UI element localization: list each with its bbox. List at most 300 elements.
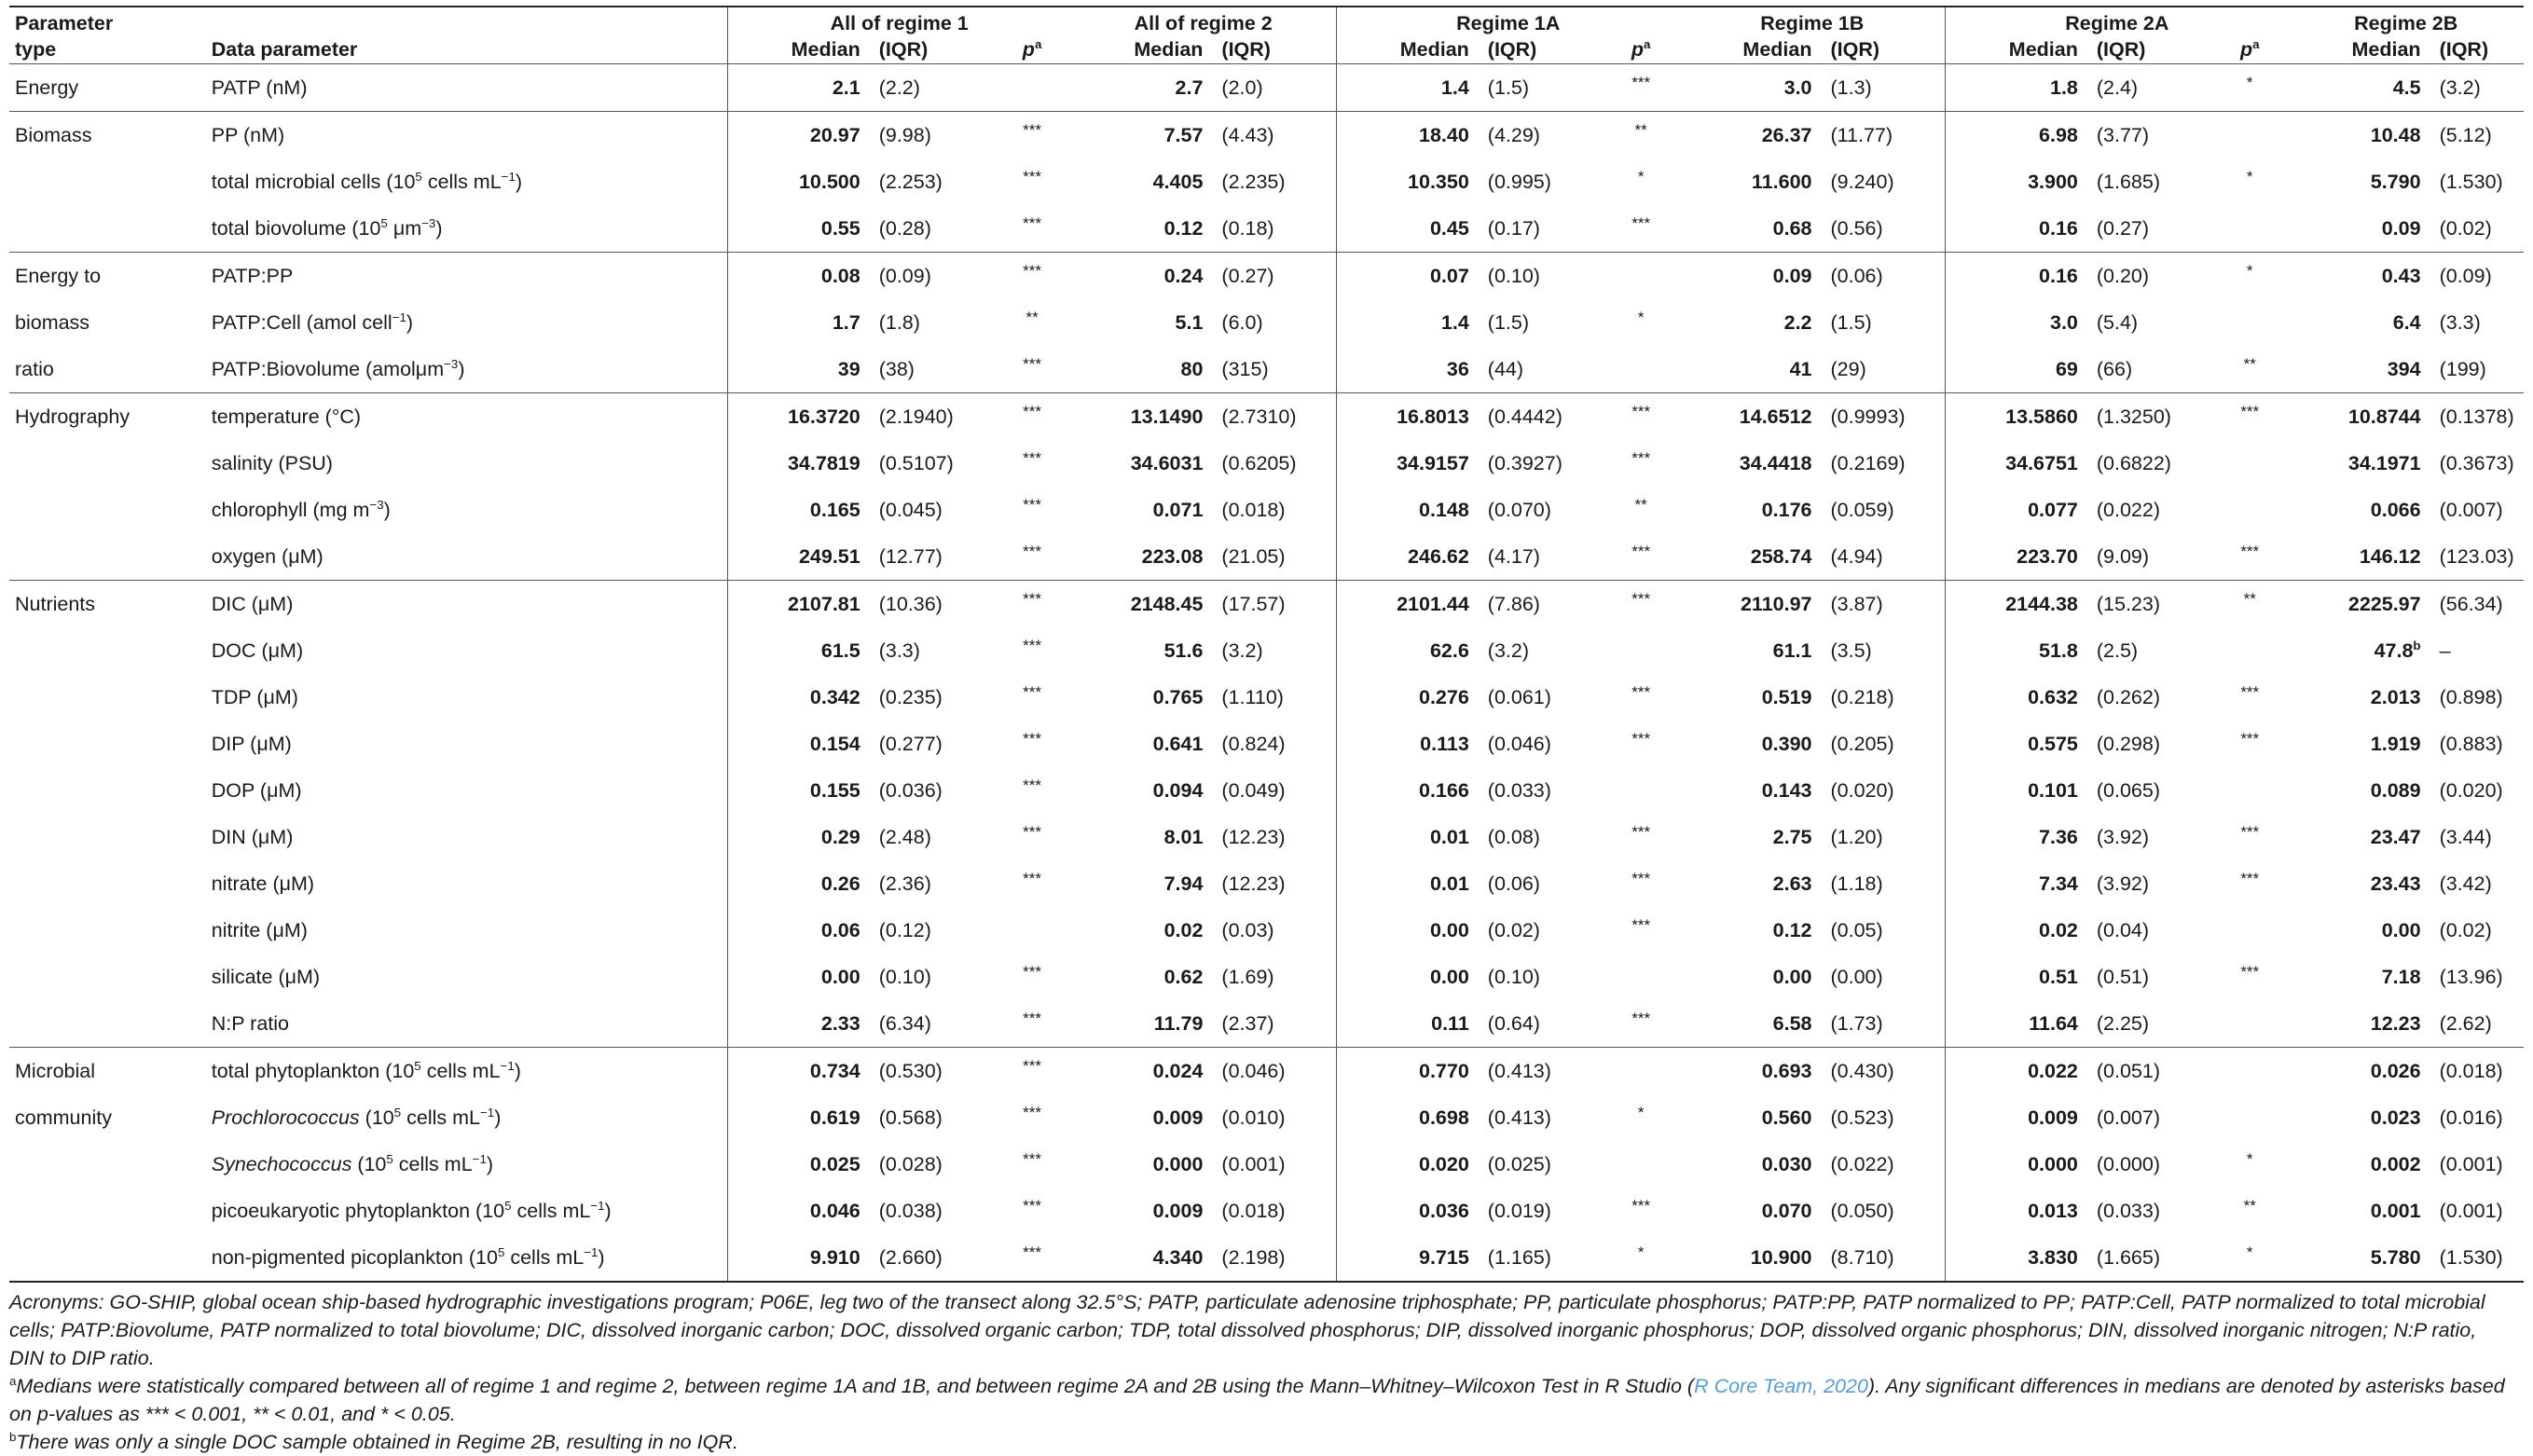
significance-cell: ***: [994, 581, 1070, 628]
median-cell: 0.09: [1679, 253, 1817, 300]
significance-cell: *: [1637, 168, 1645, 185]
median-cell: 11.79: [1153, 1011, 1204, 1035]
median-cell: 23.43: [2370, 872, 2421, 895]
iqr-cell: (0.016): [2439, 1106, 2503, 1129]
data-param-cell: silicate (μM): [211, 965, 321, 988]
iqr-cell: (0.001): [1221, 1152, 1286, 1175]
median-cell: 0.16: [1946, 205, 2084, 253]
iqr-cell: (1.110): [1221, 685, 1284, 708]
significance-cell: [994, 64, 1070, 112]
col-header-median: Median: [1679, 35, 1817, 64]
significance-cell: ***: [2240, 730, 2260, 748]
median-cell: 0.693: [1679, 1048, 1817, 1095]
median-cell: 6.98: [1946, 112, 2084, 159]
iqr-cell: (0.02): [2439, 216, 2492, 240]
iqr-cell: (29): [1830, 357, 1866, 380]
significance-cell: *: [2246, 168, 2253, 185]
iqr-cell: (1.165): [1475, 1234, 1603, 1282]
significance-cell: [2211, 627, 2288, 674]
median-cell: 0.101: [1946, 767, 2084, 814]
median-cell: 0.154: [728, 721, 866, 767]
param-type-cell: Nutrients: [9, 581, 206, 628]
footnote-b-mark: b: [9, 1429, 17, 1444]
median-cell: 258.74: [1750, 544, 1812, 568]
table-row: [9, 627, 2524, 674]
median-cell: 0.560: [1761, 1106, 1812, 1129]
median-cell: 0.29: [728, 814, 866, 860]
median-cell: 0.765: [1152, 685, 1204, 708]
median-cell: 4.5: [2392, 76, 2421, 99]
median-cell: 11.600: [1751, 170, 1812, 193]
iqr-cell: (0.235): [878, 685, 943, 708]
iqr-cell: (0.883): [2439, 732, 2503, 755]
iqr-cell: (2.36): [878, 872, 931, 895]
significance-cell: *: [1637, 1104, 1645, 1121]
iqr-cell: (1.3250): [2084, 393, 2211, 441]
median-cell: 13.1490: [1070, 393, 1208, 441]
median-cell: 0.001: [2370, 1199, 2421, 1222]
significance-cell: *: [1637, 309, 1645, 326]
median-cell: 5.780: [2288, 1234, 2426, 1282]
median-cell: 0.24: [1070, 253, 1208, 300]
median-cell: 2.2: [1783, 310, 1812, 334]
iqr-cell: (0.2169): [1830, 451, 1906, 474]
table-row: [9, 299, 2524, 346]
median-cell: 10.8744: [2288, 393, 2426, 441]
iqr-cell: (38): [878, 357, 915, 380]
median-cell: 0.165: [728, 487, 866, 533]
median-cell: 11.64: [1946, 1000, 2084, 1048]
param-type-cell: [9, 1188, 206, 1234]
iqr-cell: (4.43): [1208, 112, 1336, 159]
iqr-cell: (0.018): [1221, 498, 1286, 521]
significance-cell: ***: [1023, 214, 1042, 232]
iqr-cell: (0.010): [1221, 1106, 1286, 1129]
iqr-cell: (0.523): [1830, 1106, 1894, 1129]
median-cell: 0.16: [1946, 253, 2084, 300]
iqr-cell: (3.92): [2096, 872, 2150, 895]
iqr-cell: (1.20): [1830, 825, 1883, 848]
iqr-cell: (0.28): [878, 216, 931, 240]
median-cell: 1.7: [728, 299, 866, 346]
median-cell: 0.020: [1337, 1141, 1475, 1188]
significance-cell: ***: [994, 1234, 1070, 1282]
iqr-cell: (3.3): [2439, 310, 2481, 334]
iqr-cell: (0.070): [1487, 498, 1551, 521]
col-header-median: Median: [1070, 35, 1208, 64]
significance-cell: **: [1026, 309, 1039, 326]
median-cell: 2.33: [728, 1000, 866, 1048]
median-cell: 36: [1337, 346, 1475, 393]
iqr-cell: (2.253): [878, 170, 943, 193]
significance-cell: *: [2246, 1150, 2253, 1168]
iqr-cell: (0.019): [1487, 1199, 1551, 1222]
iqr-cell: (0.17): [1487, 216, 1540, 240]
iqr-cell: (3.2): [1221, 639, 1263, 662]
param-type-cell: [9, 767, 206, 814]
iqr-cell: (13.96): [2439, 965, 2503, 988]
median-cell: 80: [1180, 357, 1204, 380]
table-row: [9, 860, 2524, 907]
iqr-cell: (17.57): [1208, 581, 1336, 628]
iqr-cell: (0.038): [878, 1199, 943, 1222]
significance-cell: ***: [1023, 496, 1042, 514]
param-type-cell: [9, 1000, 206, 1048]
iqr-cell: (0.033): [1487, 778, 1551, 802]
iqr-cell: (0.051): [2084, 1048, 2211, 1095]
iqr-cell: (0.18): [1221, 216, 1274, 240]
iqr-cell: (199): [2439, 357, 2486, 380]
median-cell: 0.02: [1163, 918, 1204, 941]
iqr-cell: (1.685): [2096, 170, 2160, 193]
median-cell: 0.390: [1761, 732, 1812, 755]
iqr-cell: (0.51): [2096, 965, 2150, 988]
median-cell: 61.1: [1772, 639, 1812, 662]
table-row: [9, 346, 2524, 393]
iqr-cell: (7.86): [1475, 581, 1603, 628]
iqr-cell: (0.6822): [2096, 451, 2171, 474]
header-row-columns: [9, 35, 2524, 64]
significance-cell: ***: [1023, 1010, 1042, 1027]
iqr-cell: (0.530): [866, 1048, 994, 1095]
median-cell: 0.022: [1946, 1048, 2084, 1095]
median-cell: 16.3720: [728, 393, 866, 441]
reference-link[interactable]: R Core Team, 2020: [1694, 1375, 1868, 1397]
median-cell: 0.00: [1337, 954, 1475, 1000]
iqr-cell: (0.27): [2096, 216, 2150, 240]
significance-cell: ***: [994, 112, 1070, 159]
iqr-cell: (0.02): [2439, 918, 2492, 941]
median-cell: 10.900: [1679, 1234, 1817, 1282]
significance-cell: [2211, 487, 2288, 533]
significance-cell: ***: [1631, 730, 1651, 748]
iqr-cell: (0.277): [878, 732, 943, 755]
iqr-cell: (0.6205): [1221, 451, 1297, 474]
iqr-cell: (0.025): [1487, 1152, 1551, 1175]
iqr-cell: (0.3673): [2439, 451, 2514, 474]
significance-cell: ***: [1023, 449, 1042, 467]
param-type-cell: Energy: [15, 76, 79, 99]
median-cell: 0.000: [1152, 1152, 1204, 1175]
data-param-cell: PATP (nM): [211, 76, 308, 99]
iqr-cell: (9.240): [1830, 170, 1894, 193]
significance-cell: ***: [1023, 776, 1042, 794]
col-header-iqr: (IQR): [1208, 35, 1336, 64]
significance-cell: ***: [1023, 637, 1042, 654]
median-cell: 0.002: [2370, 1152, 2421, 1175]
median-cell: 10.500: [728, 158, 866, 205]
iqr-cell: (2.1940): [866, 393, 994, 441]
param-type-header: Parameter: [15, 11, 114, 34]
iqr-cell: (0.001): [2439, 1199, 2503, 1222]
median-cell: 2.013: [2370, 685, 2421, 708]
significance-cell: **: [1603, 112, 1679, 159]
col-header-median: Median: [728, 35, 866, 64]
footnote-a: $^a$Medians were statistically compared between all of regime 1 and regime 2, between regime 1A and 1B, and between regime 2A and 2B using the Mann–Whitney–Wilcoxon Test in R Studio (R Core Team, 2020). Any significant differences in medians are denoted by asterisks based on p-values as *** < 0.001, ** < 0.01, and * < 0.05.: [9, 1373, 2505, 1425]
data-param-cell: non-pigmented picoplankton ($10^5$ cells $mL^{-1}$): [206, 1234, 728, 1282]
median-cell: 9.910: [728, 1234, 866, 1282]
data-param-cell: N:P ratio: [211, 1011, 289, 1035]
table-row: [9, 158, 2524, 205]
data-param-cell: temperature (°C): [206, 393, 728, 441]
significance-cell: ***: [2240, 870, 2260, 887]
group-header-regime1b: Regime 1B: [1760, 11, 1865, 34]
significance-cell: ***: [994, 1048, 1070, 1095]
footnote-a-mark: a: [9, 1373, 17, 1388]
significance-cell: **: [1634, 496, 1647, 514]
median-cell: 0.143: [1761, 778, 1812, 802]
iqr-cell: (2.660): [866, 1234, 994, 1282]
median-cell: 0.00: [1337, 907, 1475, 954]
significance-cell: ***: [1603, 581, 1679, 628]
iqr-cell: (10.36): [866, 581, 994, 628]
median-cell: 0.519: [1761, 685, 1812, 708]
significance-cell: ***: [994, 393, 1070, 441]
median-cell: 41: [1789, 357, 1812, 380]
significance-cell: ***: [1023, 963, 1042, 981]
median-cell: 0.51: [1946, 954, 2084, 1000]
iqr-cell: (1.3): [1830, 76, 1872, 99]
significance-cell: ***: [1023, 683, 1042, 701]
median-cell: 20.97: [728, 112, 866, 159]
median-cell: 249.51: [728, 533, 866, 581]
significance-cell: ***: [994, 253, 1070, 300]
median-cell: 34.7819: [728, 440, 866, 487]
iqr-cell: (0.09): [2427, 253, 2524, 300]
median-cell: 7.57: [1070, 112, 1208, 159]
significance-cell: ***: [2211, 393, 2288, 441]
median-cell: 51.6: [1163, 639, 1204, 662]
significance-cell: ***: [1023, 1150, 1042, 1168]
significance-cell: [2211, 1048, 2288, 1095]
median-cell: 0.025: [728, 1141, 866, 1188]
iqr-cell: (66): [2096, 357, 2133, 380]
significance-cell: [1603, 767, 1679, 814]
iqr-cell: (3.77): [2084, 112, 2211, 159]
median-cell: 0.066: [2370, 498, 2421, 521]
iqr-cell: (0.4442): [1475, 393, 1603, 441]
param-type-header-2: type: [9, 35, 206, 64]
data-param-cell: DIC (μM): [206, 581, 728, 628]
iqr-cell: (2.235): [1221, 170, 1286, 193]
iqr-cell: (6.34): [878, 1011, 931, 1035]
median-cell: 8.01: [1163, 825, 1204, 848]
col-header-p: $p^a$: [994, 35, 1070, 64]
iqr-cell: (0.262): [2096, 685, 2160, 708]
data-param-cell: total phytoplankton ($10^5$ cells $mL^{-1}$): [206, 1048, 728, 1095]
iqr-cell: (12.77): [878, 544, 943, 568]
median-cell: 3.900: [1946, 158, 2084, 205]
param-type-cell: Biomass: [9, 112, 206, 159]
table-row: [9, 253, 2524, 300]
median-cell: 2.7: [1175, 76, 1204, 99]
median-cell: 0.641: [1152, 732, 1204, 755]
median-cell: 5.1: [1175, 310, 1204, 334]
iqr-cell: (9.98): [866, 112, 994, 159]
iqr-cell: (0.018): [1221, 1199, 1286, 1222]
iqr-cell: (0.430): [1818, 1048, 1946, 1095]
iqr-cell: (12.23): [1221, 872, 1286, 895]
median-cell: 0.12: [1772, 918, 1812, 941]
iqr-cell: (3.87): [1818, 581, 1946, 628]
median-cell: 3.0: [1783, 76, 1812, 99]
median-cell: 0.176: [1761, 498, 1812, 521]
iqr-cell: (0.413): [1475, 1048, 1603, 1095]
significance-cell: ***: [1631, 543, 1651, 560]
median-cell: 0.68: [1772, 216, 1812, 240]
iqr-cell: (0.05): [1830, 918, 1883, 941]
data-param-cell: total biovolume ($10^5$ $\mu m^{-3}$): [211, 215, 443, 240]
param-type-cell: [9, 814, 206, 860]
iqr-cell: (0.050): [1830, 1199, 1894, 1222]
data-param-cell: Synechococcus ($10^5$ cells $mL^{-1}$): [211, 1151, 494, 1175]
significance-cell: ***: [2240, 963, 2260, 981]
median-cell: 61.5: [728, 627, 866, 674]
table-row: [9, 907, 2524, 954]
median-cell: 9.715: [1337, 1234, 1475, 1282]
median-cell: 0.113: [1337, 721, 1475, 767]
iqr-cell: (0.10): [1475, 253, 1603, 300]
col-header-p: $p^a$: [1603, 35, 1679, 64]
median-cell: 0.089: [2370, 778, 2421, 802]
param-type-cell: Microbial: [9, 1048, 206, 1095]
table-row: [9, 487, 2524, 533]
footnotes: [9, 1288, 2524, 1456]
param-type-cell: [9, 1234, 206, 1282]
data-param-cell: DOC (μM): [211, 639, 304, 662]
median-cell: 0.009: [1946, 1094, 2084, 1141]
table-row: [9, 721, 2524, 767]
significance-cell: ***: [2240, 543, 2260, 560]
median-cell: 1.4: [1337, 64, 1475, 112]
iqr-cell: (1.530): [2439, 170, 2503, 193]
data-param-cell: PATP:Biovolume (amolμm$^{-3}$): [211, 356, 465, 380]
median-cell: 2.1: [728, 64, 866, 112]
median-cell: 6.58: [1772, 1011, 1812, 1035]
iqr-cell: (2.48): [878, 825, 931, 848]
median-cell: 4.405: [1152, 170, 1204, 193]
significance-cell: [1603, 954, 1679, 1000]
iqr-cell: (0.10): [1487, 965, 1540, 988]
median-cell: 0.07: [1337, 253, 1475, 300]
iqr-cell: (1.69): [1221, 965, 1274, 988]
data-param-cell: PATP:Cell (amol cell$^{-1}$): [211, 309, 414, 334]
iqr-cell: (0.995): [1487, 170, 1551, 193]
iqr-cell: (1.8): [878, 310, 920, 334]
significance-cell: ***: [1023, 823, 1042, 841]
median-cell: 4.340: [1070, 1234, 1208, 1282]
median-cell: 2.75: [1772, 825, 1812, 848]
significance-cell: ***: [1023, 355, 1042, 373]
iqr-cell: (2.25): [2096, 1011, 2150, 1035]
param-type-cell: Energy to: [9, 253, 206, 300]
iqr-cell: (1.5): [1487, 76, 1530, 99]
iqr-cell: (56.34): [2427, 581, 2524, 628]
iqr-cell: (0.059): [1830, 498, 1894, 521]
median-cell: 0.43: [2288, 253, 2426, 300]
median-cell: 34.6751: [1946, 440, 2084, 487]
table-row: [9, 674, 2524, 721]
iqr-cell: (1.18): [1830, 872, 1883, 895]
iqr-cell: (9.09): [2096, 544, 2150, 568]
param-type-cell: [9, 674, 206, 721]
data-param-cell: DOP (μM): [211, 778, 302, 802]
iqr-cell: (0.568): [878, 1106, 943, 1129]
median-cell: 3.0: [1946, 299, 2084, 346]
significance-cell: ***: [1631, 916, 1651, 934]
table-row: [9, 814, 2524, 860]
data-param-cell: nitrate (μM): [211, 872, 315, 895]
iqr-cell: (0.001): [2439, 1152, 2503, 1175]
median-cell: 0.01: [1337, 814, 1475, 860]
median-cell: 1.919: [2370, 732, 2421, 755]
median-cell: 1.8: [1946, 64, 2084, 112]
median-cell: 2110.97: [1679, 581, 1817, 628]
iqr-cell: (3.3): [878, 639, 920, 662]
iqr-cell: (0.06): [1487, 872, 1540, 895]
median-cell: 47.8$^b$: [2374, 638, 2421, 662]
median-cell: 12.23: [2370, 1011, 2421, 1035]
median-cell: 7.34: [1946, 860, 2084, 907]
param-type-cell: community: [15, 1106, 112, 1129]
data-param-cell: TDP (μM): [211, 685, 298, 708]
iqr-cell: (0.205): [1830, 732, 1894, 755]
significance-cell: ***: [1631, 683, 1651, 701]
col-header-median: Median: [2288, 35, 2426, 64]
iqr-cell: (123.03): [2439, 544, 2514, 568]
iqr-cell: (2.4): [2096, 76, 2139, 99]
iqr-cell: (8.710): [1818, 1234, 1946, 1282]
iqr-cell: (0.5107): [878, 451, 954, 474]
median-cell: 6.4: [2392, 310, 2421, 334]
iqr-cell: (0.046): [1487, 732, 1551, 755]
significance-cell: ***: [1023, 870, 1042, 887]
median-cell: 2144.38: [1946, 581, 2084, 628]
iqr-cell: (2.7310): [1208, 393, 1336, 441]
significance-cell: [994, 907, 1070, 954]
significance-cell: [1603, 253, 1679, 300]
table-row: [9, 205, 2524, 253]
iqr-cell: (0.020): [2439, 778, 2503, 802]
median-cell: 0.094: [1152, 778, 1204, 802]
iqr-cell: (0.028): [878, 1152, 943, 1175]
iqr-cell: (4.17): [1487, 544, 1540, 568]
iqr-cell: (3.5): [1830, 639, 1872, 662]
median-cell: 7.18: [2381, 965, 2421, 988]
data-table: [9, 6, 2524, 1283]
data-param-header: Data parameter: [206, 35, 728, 64]
data-param-cell: oxygen (μM): [211, 544, 324, 568]
param-type-cell: [9, 860, 206, 907]
iqr-cell: (12.23): [1221, 825, 1286, 848]
median-cell: 69: [1946, 346, 2084, 393]
median-cell: 0.342: [728, 674, 866, 721]
median-cell: 18.40: [1337, 112, 1475, 159]
iqr-cell: (2.198): [1208, 1234, 1336, 1282]
data-param-cell: chlorophyll (mg $m^{-3}$): [211, 497, 391, 521]
median-cell: 34.9157: [1337, 440, 1475, 487]
param-type-cell: [9, 721, 206, 767]
table-row: [9, 1141, 2524, 1188]
significance-cell: [1603, 627, 1679, 674]
col-header-p: $p^a$: [2211, 35, 2288, 64]
median-cell: 0.12: [1163, 216, 1204, 240]
iqr-cell: (15.23): [2084, 581, 2211, 628]
iqr-cell: (2.62): [2439, 1011, 2492, 1035]
table-row: [9, 1000, 2524, 1048]
data-param-cell: PP (nM): [206, 112, 728, 159]
median-cell: 0.166: [1337, 767, 1475, 814]
